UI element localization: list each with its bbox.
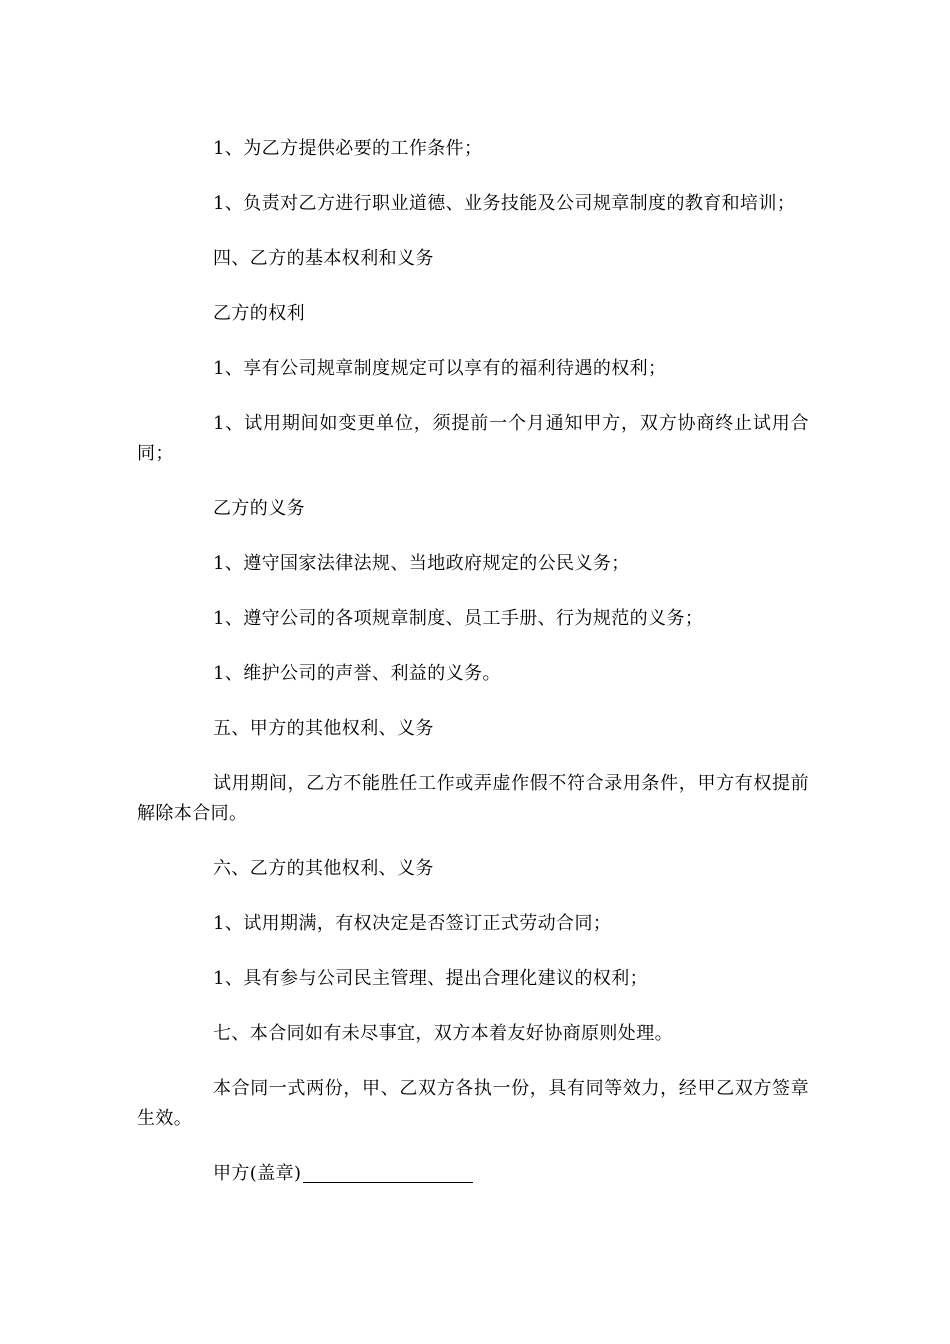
paragraph-change-employer: 1、试用期间如变更单位，须提前一个月通知甲方，双方协商终止试用合同；	[137, 413, 809, 464]
section-heading-6: 六、乙方的其他权利、义务	[213, 858, 434, 879]
paragraph-participation-rights: 1、具有参与公司民主管理、提出合理化建议的权利；	[213, 968, 649, 989]
paragraph-protect-reputation: 1、维护公司的声誉、利益的义务。	[213, 663, 501, 684]
paragraph-formal-contract: 1、试用期满，有权决定是否签订正式劳动合同；	[213, 913, 612, 934]
paragraph-welfare-rights: 1、享有公司规章制度规定可以享有的福利待遇的权利；	[213, 358, 667, 379]
signature-party-a	[137, 1159, 809, 1189]
paragraph-obey-laws: 1、遵守国家法律法规、当地政府规定的公民义务；	[213, 553, 630, 574]
section-heading-4: 四、乙方的基本权利和义务	[213, 248, 434, 269]
paragraph-copies-effect: 本合同一式两份，甲、乙双方各执一份，具有同等效力，经甲乙双方签章生效。	[137, 1078, 809, 1129]
subheading-party-b-duties: 乙方的义务	[213, 498, 305, 519]
section-heading-7: 七、本合同如有未尽事宜，双方本着友好协商原则处理。	[213, 1023, 673, 1044]
document-body	[137, 134, 809, 1214]
paragraph-terminate-contract: 试用期间，乙方不能胜任工作或弄虚作假不符合录用条件，甲方有权提前解除本合同。	[137, 773, 809, 824]
paragraph-training-duty: 1、负责对乙方进行职业道德、业务技能及公司规章制度的教育和培训；	[213, 193, 796, 214]
paragraph-obey-rules: 1、遵守公司的各项规章制度、员工手册、行为规范的义务；	[213, 608, 704, 629]
section-heading-5: 五、甲方的其他权利、义务	[213, 718, 434, 739]
signature-party-a-label: 甲方(盖章)	[213, 1163, 302, 1184]
subheading-party-b-rights: 乙方的权利	[213, 303, 305, 324]
signature-line	[303, 1181, 473, 1183]
paragraph-provide-conditions: 1、为乙方提供必要的工作条件；	[213, 138, 483, 159]
